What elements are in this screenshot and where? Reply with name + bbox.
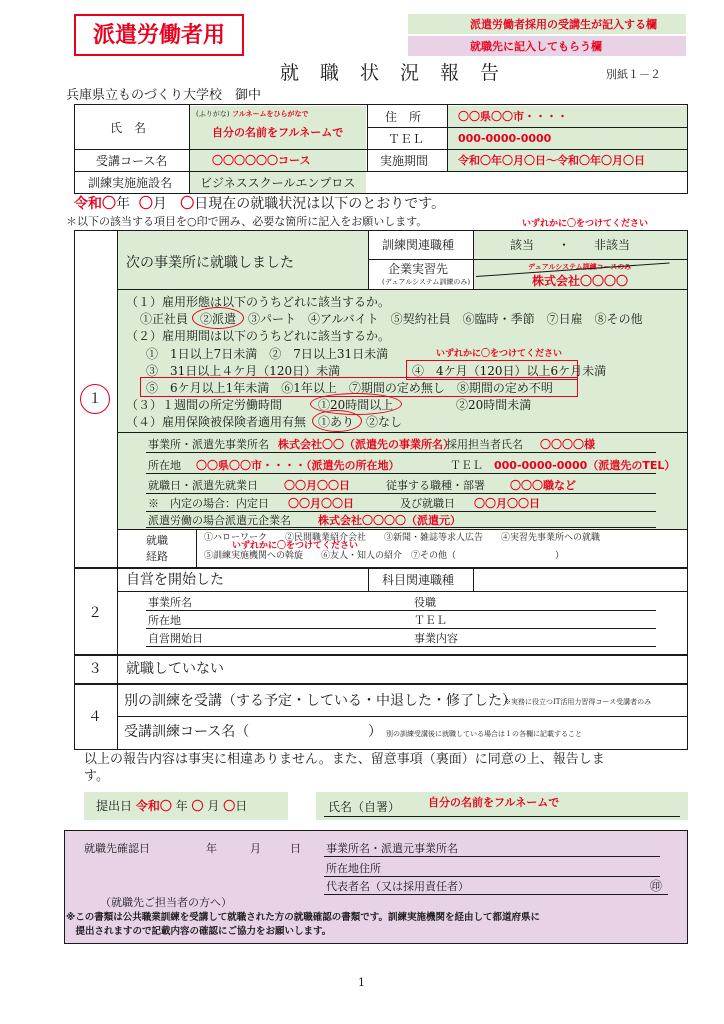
s2-tel-label: ＴＥＬ	[414, 614, 447, 627]
instruction-note: ＊以下の該当する項目を○印で囲み、必要な箇所に記入をお願いします。	[66, 215, 428, 228]
route-label-1: 就職	[146, 534, 168, 547]
submit-date-line	[96, 799, 247, 813]
declaration-text: 以上の報告内容は事実に相違ありません。また、留意事項（裏面）に同意の上、報告しま	[84, 752, 605, 767]
q3-option-b[interactable]: ②20時間未満	[456, 398, 532, 412]
route-note: いずれかに〇をつけてください	[232, 541, 359, 551]
section1-number: １	[88, 391, 102, 407]
course-value[interactable]: 〇〇〇〇〇〇コース	[212, 154, 311, 167]
section4-heading-note: ※実務に役立つIT活用力習得コース受講者のみ	[504, 698, 652, 706]
offer-start-label: 及び就職日	[400, 497, 455, 510]
s1-hline-c	[117, 432, 688, 433]
s1-route-vline	[196, 529, 197, 567]
declaration-text-2: す。	[84, 769, 109, 784]
info-hline-2	[74, 149, 688, 150]
confirm-rep-label: 代表者名（又は採用責任者）	[326, 880, 469, 893]
s2-position-label: 役職	[414, 596, 436, 609]
confirm-person-note: （就職先ご担当者の方へ）	[100, 896, 232, 909]
confirm-date-label: 就職先確認日	[84, 842, 150, 855]
submit-day[interactable]: 〇	[223, 799, 236, 813]
status-month-label: 月	[152, 196, 167, 212]
offer-start-value[interactable]: 〇〇月〇〇日	[474, 497, 540, 510]
q1-options[interactable]: ①正社員 ②派遣 ③パート ④アルバイト ⑤契約社員 ⑥臨時・季節 ⑦日雇 ⑧その他	[140, 312, 643, 326]
intern-label: 企業実習先	[388, 262, 449, 276]
s4-top-line	[74, 683, 688, 685]
signature-label: 氏名（自署）	[328, 800, 401, 814]
instruction-note-red: いずれかに〇をつけてください	[522, 219, 649, 229]
contact-value[interactable]: 〇〇〇〇様	[540, 438, 595, 451]
confirm-day: 日	[290, 842, 301, 855]
section3-heading[interactable]: 就職していない	[126, 661, 224, 677]
s2-vline-a	[368, 567, 369, 591]
status-era[interactable]: 令和〇	[74, 196, 116, 212]
q2-option-d[interactable]: ⑤ 6ケ月以上1年未満 ⑥1年以上 ⑦期間の定め無し ⑧期間の定め不明	[146, 381, 553, 395]
employer-label: 事業所・派遣先事業所名	[148, 438, 269, 451]
route-options-row2[interactable]: ⑤訓練実施機関への斡旋 ⑥友人・知人の紹介 ⑦その他（ ）	[204, 551, 565, 561]
confirm-seal: ㊞	[650, 879, 663, 893]
intern-note: デュアルシステム訓練コースのみ	[528, 263, 632, 271]
s4-hline	[117, 716, 688, 717]
s2-underline-3	[146, 646, 656, 647]
status-month[interactable]: 〇	[138, 196, 153, 212]
location-label: 所在地	[148, 459, 181, 472]
related-options[interactable]: 該当 ・ 非該当	[510, 238, 631, 252]
section4-course-note: 別の訓練受講後に就職している場合は１の各欄に記載すること	[386, 730, 582, 738]
q2-note: いずれかに〇をつけてください	[436, 349, 563, 359]
s1-vline-b	[473, 230, 474, 290]
q1-text: （１）雇用形態は以下のうちどれに該当するか。	[126, 295, 391, 309]
s1-hline-a	[368, 259, 688, 260]
section2-number: ２	[88, 605, 102, 621]
submit-month-label: 月	[207, 799, 220, 813]
attachment-label: 別紙１－２	[606, 68, 661, 81]
info-vline-3	[447, 104, 448, 172]
intern-sublabel: (デュアルシステム訓練のみ)	[382, 278, 471, 286]
name-label: 氏 名	[110, 121, 147, 135]
status-day[interactable]: 〇	[180, 196, 195, 212]
s2-location-label: 所在地	[148, 614, 181, 627]
s2-vline-b	[473, 567, 474, 591]
furigana-hint: フルネームをひらがなで	[232, 110, 309, 118]
facility-label: 訓練実施施設名	[88, 176, 173, 190]
s2-underline-2	[146, 628, 656, 629]
offer-value[interactable]: 〇〇月〇〇日	[288, 497, 354, 510]
name-value[interactable]: 自分の名前をフルネームで	[212, 126, 344, 139]
legend-purple-text: 就職先に記入してもらう欄	[470, 40, 602, 53]
dispatch-underline	[146, 527, 656, 528]
page-number: 1	[358, 976, 365, 989]
confirm-note-1: ※この書類は公共職業訓練を受講して就職された方の就職確認の書類です。訓練実施機関を経由して都道府県に	[66, 912, 540, 923]
q1-selected-circle	[192, 307, 244, 329]
status-year-label: 年	[116, 196, 130, 212]
q3-text: （３）１週間の所定労働時間	[126, 398, 283, 412]
submit-day-label: 日	[235, 799, 248, 813]
submit-era[interactable]: 令和〇	[135, 799, 172, 813]
section2-related-label: 科目関連職種	[382, 573, 455, 587]
submit-month[interactable]: 〇	[191, 799, 204, 813]
offer-label: ※ 内定の場合：内定日	[148, 497, 269, 510]
contact-label: 採用担当者氏名	[446, 438, 523, 451]
employer-underline	[146, 452, 656, 453]
section4-heading[interactable]: 別の訓練を受講（する予定・している・中退した・修了した）	[124, 693, 516, 709]
legend-green-text: 派遣労働者採用の受講生が記入する欄	[470, 18, 657, 31]
section4-course-close: ）	[368, 724, 382, 740]
page-title: 就 職 状 況 報 告	[280, 62, 501, 84]
employer-value[interactable]: 株式会社〇〇（派遣先の事業所名）	[278, 438, 454, 451]
legend-green	[408, 14, 686, 34]
confirm-note-2: 提出されますので記載内容の確認にご協力をお願いします。	[66, 926, 332, 937]
location-underline	[146, 473, 656, 474]
course-label: 受講コース名	[96, 154, 168, 168]
section3-number: ３	[88, 661, 102, 677]
confirm-rep-line	[324, 894, 668, 895]
q3-option-a[interactable]: ①20時間以上	[318, 398, 394, 412]
start-underline	[146, 493, 656, 494]
s1-vline-a	[368, 230, 369, 290]
tel-value[interactable]: 000-0000-0000	[458, 132, 552, 145]
q2-option-a[interactable]: ① 1日以上7日未満 ② 7日以上31日未満	[146, 347, 389, 361]
school-name: 兵庫県立ものづくり大学校 御中	[66, 88, 262, 103]
section4-number: ４	[88, 709, 102, 725]
info-hline-3	[74, 171, 688, 172]
confirm-month: 月	[250, 842, 261, 855]
location-value[interactable]: 〇〇県〇〇市・・・・（派遣先の所在地）	[196, 459, 400, 472]
q2-option-b[interactable]: ③ 31日以上４ケ月（120日）未満	[146, 364, 341, 378]
q4-option-b[interactable]: ②なし	[366, 415, 403, 429]
info-vline-1	[189, 104, 190, 194]
related-label: 訓練関連職種	[382, 238, 455, 252]
route-label-2: 経路	[146, 550, 168, 563]
address-value[interactable]: 〇〇県〇〇市・・・・	[458, 110, 568, 123]
s2-underline-1	[146, 610, 656, 611]
confirm-address-label: 所在地住所	[326, 862, 381, 875]
s2-top-line	[74, 567, 688, 569]
dispatch-label: 派遣労働の場合派遣元企業名	[148, 514, 291, 527]
submit-year-label: 年	[175, 799, 188, 813]
employer-tel-label: ＴＥＬ	[450, 459, 483, 472]
q4-text: （４）雇用保険被保険者適用有無	[126, 415, 307, 429]
form-type-badge-text: 派遣労働者用	[92, 23, 225, 48]
confirm-year: 年	[206, 842, 217, 855]
signature-underline	[324, 816, 680, 817]
section2-heading: 自営を開始した	[126, 572, 224, 588]
q2-option-c[interactable]: ④ 4ケ月（120日）以上6ケ月未満	[412, 364, 607, 378]
s2-business-label: 事業内容	[414, 632, 458, 645]
confirm-office-line	[324, 856, 660, 857]
start-value[interactable]: 〇〇月〇〇日	[284, 479, 350, 492]
status-date-line	[74, 196, 445, 213]
section4-course-label: 受講訓練コース名（	[124, 724, 250, 740]
job-label: 従事する職種・部署	[386, 479, 485, 492]
address-label: 住 所	[385, 110, 422, 124]
start-label: 就職日・派遣先就業日	[148, 479, 258, 492]
confirm-office-label: 事業所名・派遣元事業所名	[326, 842, 458, 855]
confirm-address-line	[324, 876, 660, 877]
s1-hline-b	[117, 289, 688, 290]
q4-option-a[interactable]: ①あり	[318, 415, 355, 429]
status-date-text: 日現在の就職状況は以下のとおりです。	[194, 196, 446, 212]
signature-value[interactable]: 自分の名前をフルネームで	[428, 796, 560, 809]
legend-purple	[408, 36, 686, 56]
dispatch-value[interactable]: 株式会社〇〇〇〇（派遣元）	[318, 514, 461, 527]
q2-text: （２）雇用期間は以下のうちどれに該当するか。	[126, 329, 391, 343]
intern-value[interactable]: 株式会社〇〇〇〇	[532, 274, 629, 288]
tel-label: ＴＥＬ	[388, 132, 425, 146]
employer-tel-value[interactable]: 000-0000-0000（派遣先のTEL）	[494, 459, 676, 472]
s2-start-label: 自営開始日	[148, 632, 203, 645]
s2-office-label: 事業所名	[148, 596, 192, 609]
offer-underline	[146, 511, 656, 512]
info-vline-2	[367, 104, 368, 172]
period-value[interactable]: 令和〇年〇月〇日～令和〇年〇月〇日	[458, 154, 645, 167]
facility-value: ビジネススクールエンプロス	[200, 176, 356, 190]
job-value[interactable]: 〇〇〇職など	[510, 479, 576, 492]
s1-hline-d	[117, 529, 688, 530]
info-hline-1	[368, 127, 688, 128]
period-label: 実施期間	[380, 154, 429, 168]
form-type-badge	[74, 14, 244, 56]
submit-date-label: 提出日	[96, 799, 133, 813]
furigana-label: (ふりがな)	[196, 110, 230, 118]
s3-top-line	[74, 654, 688, 656]
route-options-row1[interactable]: ①ハローワーク ②民間職業紹介会社 ③新聞・雑誌等求人広告 ④実習先事業所への就職	[204, 533, 601, 543]
section1-heading: 次の事業所に就職しました	[126, 255, 294, 271]
s2-hline	[117, 591, 688, 592]
